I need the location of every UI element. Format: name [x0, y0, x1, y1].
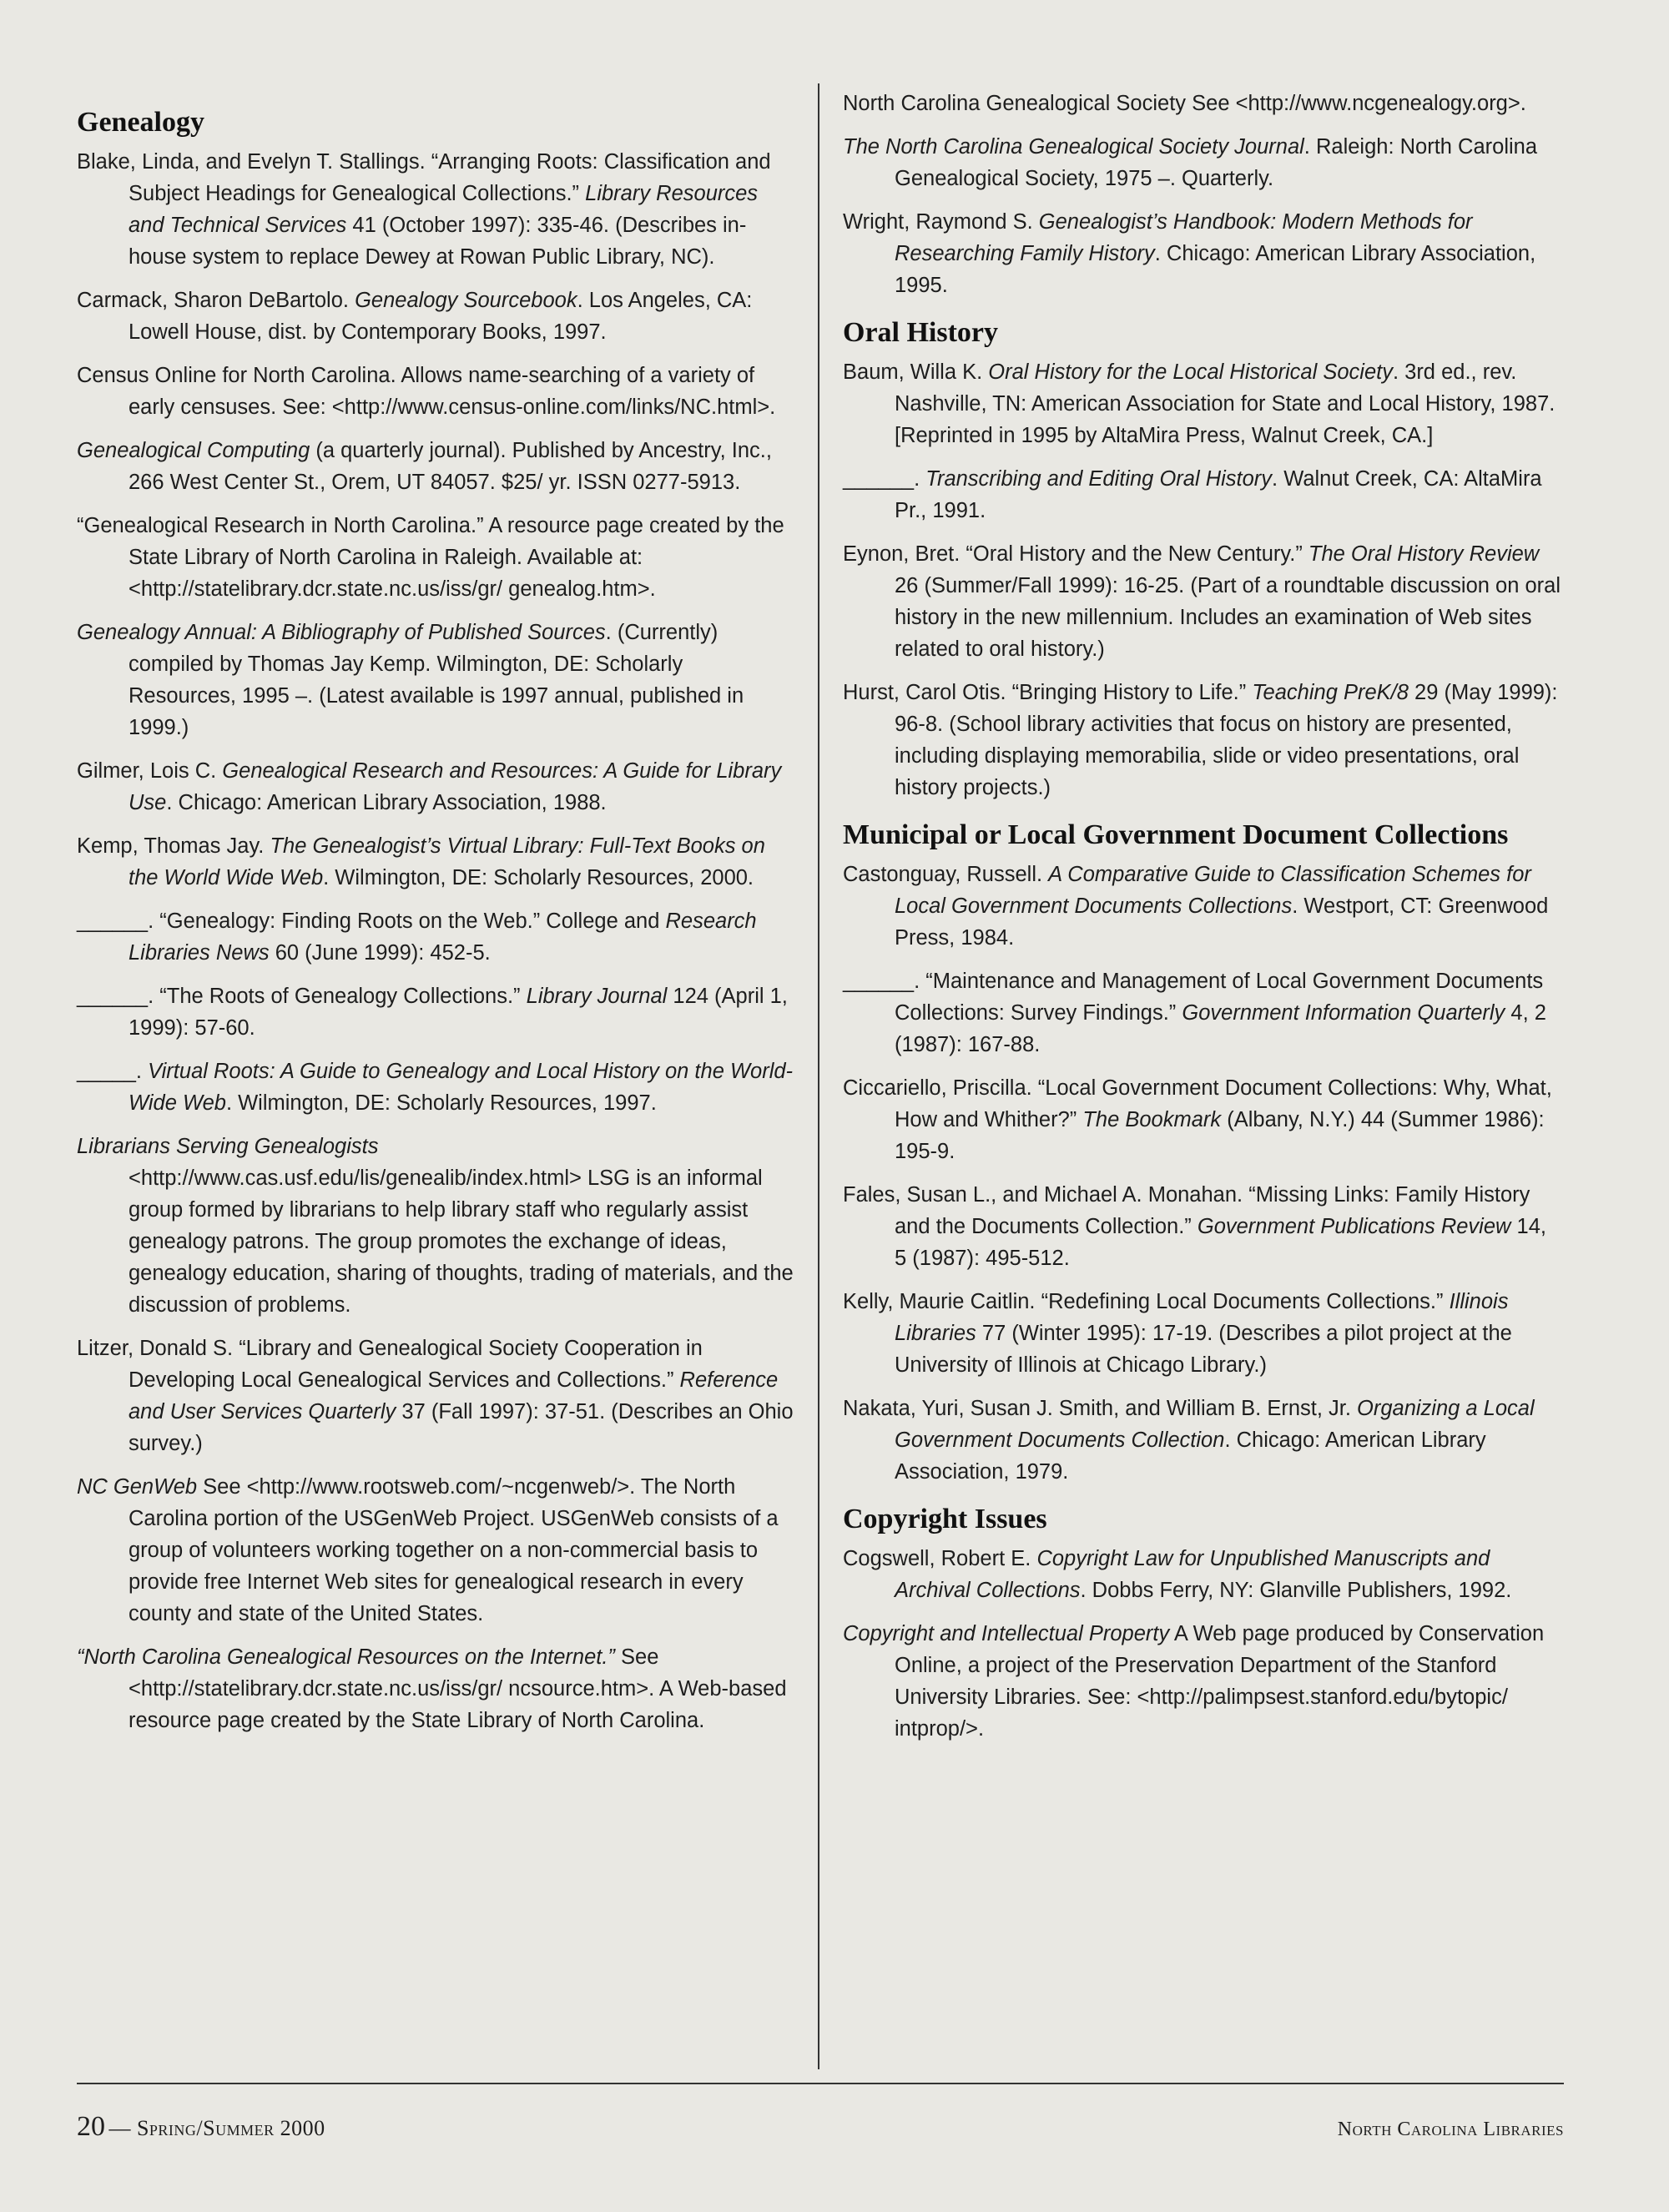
entry-text: 124 (April 1, 1999): 57-60.	[129, 985, 788, 1040]
bibliography-entry	[77, 510, 794, 605]
entry-text: . Walnut Creek, CA: AltaMira Pr., 1991.	[895, 467, 1542, 522]
entry-text: 77 (Winter 1995): 17-19. (Describes a pilot project at the University of Illinois at Chicago Library.)	[895, 1322, 1512, 1377]
bibliography-entry	[77, 285, 794, 348]
entry-title: Genealogy Sourcebook	[355, 289, 577, 312]
page-number: 20	[77, 2111, 105, 2142]
entry-text: 37 (Fall 1997): 37-51. (Describes an Ohio survey.)	[129, 1400, 794, 1455]
entry-title: Genealogical Research and Resources: A Guide for Library Use	[129, 759, 782, 814]
entry-text: <http://www.cas.usf.edu/lis/genealib/index.html> LSG is an informal group formed by librarians to help library staff who regularly assist genealogy patrons. The group promotes the exchange of ideas, genealogy education, sharing of thoughts, trading of materials, and the discussion of problems.	[129, 1166, 794, 1317]
entry-text: . Raleigh: North Carolina Genealogical Society, 1975 –. Quarterly.	[895, 135, 1538, 190]
entry-text: . (Currently) compiled by Thomas Jay Kemp. Wilmington, DE: Scholarly Resources, 1995 –. (Latest available is 1997 annual, published in 1999.)	[129, 621, 744, 739]
entry-text: North Carolina Genealogical Society See <http://www.ncgenealogy.org>.	[843, 92, 1526, 115]
entry-text: . Dobbs Ferry, NY: Glanville Publishers, 1992.	[1080, 1579, 1512, 1602]
bibliography-entry	[77, 755, 794, 819]
entry-title: Organizing a Local Government Documents Collection	[895, 1397, 1535, 1452]
entry-title: Genealogy Annual: A Bibliography of Published Sources	[77, 621, 606, 644]
left-column	[77, 88, 794, 1748]
issue-label: — Spring/Summer 2000	[108, 2116, 325, 2140]
bibliography-entry	[843, 131, 1561, 194]
entry-text: Litzer, Donald S. “Library and Genealogical Society Cooperation in Developing Local Genealogical Services and Collections.”	[77, 1337, 703, 1392]
entry-text: . Chicago: American Library Association, 1979.	[895, 1428, 1486, 1484]
entry-text: “Genealogical Research in North Carolina.” A resource page created by the State Library of North Carolina in Raleigh. Available at: <http://statelibrary.dcr.state.nc.us/iss/gr/ genealog.htm>.	[77, 514, 784, 601]
entry-text: Baum, Willa K.	[843, 360, 989, 384]
entry-text: . Wilmington, DE: Scholarly Resources, 2000.	[323, 866, 754, 889]
bibliography-entry	[843, 859, 1561, 954]
entry-title: Illinois Libraries	[895, 1290, 1509, 1345]
entry-title: The Genealogist’s Virtual Library: Full-Text Books on the World Wide Web	[129, 834, 765, 889]
entry-text: 14, 5 (1987): 495-512.	[895, 1215, 1546, 1270]
bibliography-entry	[843, 1286, 1561, 1381]
page-footer	[77, 2111, 1564, 2153]
entry-text: Eynon, Bret. “Oral History and the New Century.”	[843, 542, 1308, 566]
bibliography-entry	[843, 1179, 1561, 1274]
entry-title: NC GenWeb	[77, 1475, 198, 1499]
bibliography-entry	[77, 1131, 794, 1321]
entry-text: . Wilmington, DE: Scholarly Resources, 1997.	[225, 1091, 657, 1115]
entry-text: _____.	[77, 1060, 149, 1083]
magazine-title: North Carolina Libraries	[1337, 2119, 1564, 2140]
bibliography-entry	[843, 356, 1561, 451]
bibliography-entry	[843, 1393, 1561, 1488]
entry-title: Oral History for the Local Historical Society	[988, 360, 1393, 384]
bibliography-entry	[843, 965, 1561, 1061]
bibliography-entry	[77, 617, 794, 743]
entry-title: Librarians Serving Genealogists	[77, 1135, 379, 1158]
entry-text: Blake, Linda, and Evelyn T. Stallings. “Arranging Roots: Classification and Subject Headings for Genealogical Collections.”	[77, 150, 771, 205]
bibliography-entry	[843, 1072, 1561, 1167]
entry-text: Census Online for North Carolina. Allows name-searching of a variety of early censuses. See: <http://www.census-online.com/links/NC.html>.	[77, 364, 776, 419]
entry-text: ______. “Genealogy: Finding Roots on the Web.” College and	[77, 909, 666, 933]
entry-text: . 3rd ed., rev. Nashville, TN: American Association for State and Local History, 1987. [Reprinted in 1995 by AltaMira Press, Walnut Creek, CA.]	[895, 360, 1556, 447]
oral-history-entries	[843, 356, 1561, 804]
entry-text: 60 (June 1999): 452-5.	[269, 941, 491, 965]
right-column	[843, 88, 1561, 1756]
entry-text: Ciccariello, Priscilla. “Local Government Document Collections: Why, What, How and Whither?”	[843, 1076, 1552, 1131]
entry-text: . Westport, CT: Greenwood Press, 1984.	[895, 894, 1549, 950]
entry-text: 4, 2 (1987): 167-88.	[895, 1001, 1546, 1056]
entry-text: . Los Angeles, CA: Lowell House, dist. by Contemporary Books, 1997.	[129, 289, 753, 344]
entry-text: . Chicago: American Library Association, 1988.	[166, 791, 607, 814]
entry-text: Carmack, Sharon DeBartolo.	[77, 289, 355, 312]
bibliography-entry	[843, 206, 1561, 301]
bibliography-entry	[843, 88, 1561, 119]
entry-title: Virtual Roots: A Guide to Genealogy and Local History on the World-Wide Web	[129, 1060, 794, 1115]
entry-title: Copyright Law for Unpublished Manuscripts and Archival Collections	[895, 1547, 1490, 1602]
bibliography-entry	[77, 360, 794, 423]
entry-title: Research Libraries News	[129, 909, 757, 965]
entry-title: Library Journal	[526, 985, 668, 1008]
entry-title: Library Resources and Technical Services	[129, 182, 759, 237]
section-heading-copyright: Copyright Issues	[843, 1504, 1047, 1534]
bibliography-entry	[77, 1471, 794, 1630]
entry-title: Copyright and Intellectual Property	[843, 1622, 1170, 1645]
genealogy-entries-continued	[843, 88, 1561, 301]
entry-title: Government Publications Review	[1197, 1215, 1511, 1238]
entry-text: See <http://www.rootsweb.com/~ncgenweb/>. The North Carolina portion of the USGenWeb Project. USGenWeb consists of a group of volunteers working together on a non-commercial basis to provide free Internet Web sites for genealogical research in every county and state of the United States.	[129, 1475, 779, 1625]
entry-text: 26 (Summer/Fall 1999): 16-25. (Part of a roundtable discussion on oral history in the new millennium. Includes an examination of Web sites related to oral history.)	[895, 574, 1561, 661]
entry-text: 29 (May 1999): 96-8. (School library activities that focus on history are presented, including displaying memorabilia, slide or video presentations, oral history projects.)	[895, 681, 1558, 799]
bibliography-entry	[843, 463, 1561, 527]
entry-text: (Albany, N.Y.) 44 (Summer 1986): 195-9.	[895, 1108, 1545, 1163]
bibliography-entry	[843, 677, 1561, 804]
entry-text: ______. “Maintenance and Management of Local Government Documents Collections: Survey Findings.”	[843, 970, 1544, 1025]
entry-title: The Bookmark	[1082, 1108, 1222, 1131]
entry-text: (a quarterly journal). Published by Ancestry, Inc., 266 West Center St., Orem, UT 84057. $25/ yr. ISSN 0277-5913.	[129, 439, 772, 494]
entry-text: A Web page produced by Conservation Online, a project of the Preservation Department of the Stanford University Libraries. See: <http://palimpsest.stanford.edu/bytopic/ intprop/>.	[895, 1622, 1545, 1741]
bibliography-entry	[77, 1333, 794, 1459]
entry-text: Kemp, Thomas Jay.	[77, 834, 270, 858]
entry-title: Genealogist’s Handbook: Modern Methods for Researching Family History	[895, 210, 1473, 265]
entry-title: Teaching PreK/8	[1252, 681, 1409, 704]
bibliography-entry	[843, 538, 1561, 665]
entry-title: The Oral History Review	[1308, 542, 1540, 566]
entry-text: Castonguay, Russell.	[843, 863, 1049, 886]
entry-title: “North Carolina Genealogical Resources on the Internet.”	[77, 1645, 615, 1669]
bibliography-entry	[77, 980, 794, 1044]
entry-text: Nakata, Yuri, Susan J. Smith, and William B. Ernst, Jr.	[843, 1397, 1358, 1420]
entry-text: Hurst, Carol Otis. “Bringing History to Life.”	[843, 681, 1253, 704]
municipal-entries	[843, 859, 1561, 1488]
entry-text: 41 (October 1997): 335-46. (Describes in-house system to replace Dewey at Rowan Public Library, NC).	[129, 214, 747, 269]
entry-text: Cogswell, Robert E.	[843, 1547, 1037, 1570]
bibliography-entry	[843, 1618, 1561, 1745]
bibliography-entry	[77, 830, 794, 894]
bibliography-entry	[77, 1056, 794, 1119]
entry-text: Gilmer, Lois C.	[77, 759, 223, 783]
section-heading-genealogy: Genealogy	[77, 107, 204, 138]
entry-text: Wright, Raymond S.	[843, 210, 1039, 234]
entry-title: Government Information Quarterly	[1182, 1001, 1505, 1025]
entry-text: See <http://statelibrary.dcr.state.nc.us/iss/gr/ ncsource.htm>. A Web-based resource page created by the State Library of North Carolina.	[129, 1645, 787, 1732]
bibliography-entry	[77, 435, 794, 498]
genealogy-entries	[77, 146, 794, 1736]
bibliography-entry	[843, 1543, 1561, 1606]
entry-title: Genealogical Computing	[77, 439, 310, 462]
bibliography-entry	[77, 146, 794, 273]
bibliography-entry	[77, 905, 794, 969]
column-divider	[818, 83, 819, 2069]
entry-title: Reference and User Services Quarterly	[129, 1368, 779, 1423]
entry-text: ______. “The Roots of Genealogy Collections.”	[77, 985, 527, 1008]
copyright-entries	[843, 1543, 1561, 1745]
entry-title: Transcribing and Editing Oral History	[925, 467, 1273, 491]
entry-text: Kelly, Maurie Caitlin. “Redefining Local Documents Collections.”	[843, 1290, 1450, 1313]
section-heading-municipal: Municipal or Local Government Document Collections	[843, 819, 1509, 850]
entry-text: Fales, Susan L., and Michael A. Monahan. “Missing Links: Family History and the Documents Collection.”	[843, 1183, 1530, 1238]
entry-text: ______.	[843, 467, 926, 491]
entry-title: The North Carolina Genealogical Society Journal	[843, 135, 1304, 159]
footer-rule	[77, 2083, 1564, 2084]
section-heading-oral-history: Oral History	[843, 317, 999, 348]
entry-text: . Chicago: American Library Association, 1995.	[895, 242, 1536, 297]
footer-left	[77, 2111, 325, 2143]
entry-title: A Comparative Guide to Classification Schemes for Local Government Documents Collections	[895, 863, 1531, 918]
bibliography-entry	[77, 1641, 794, 1736]
